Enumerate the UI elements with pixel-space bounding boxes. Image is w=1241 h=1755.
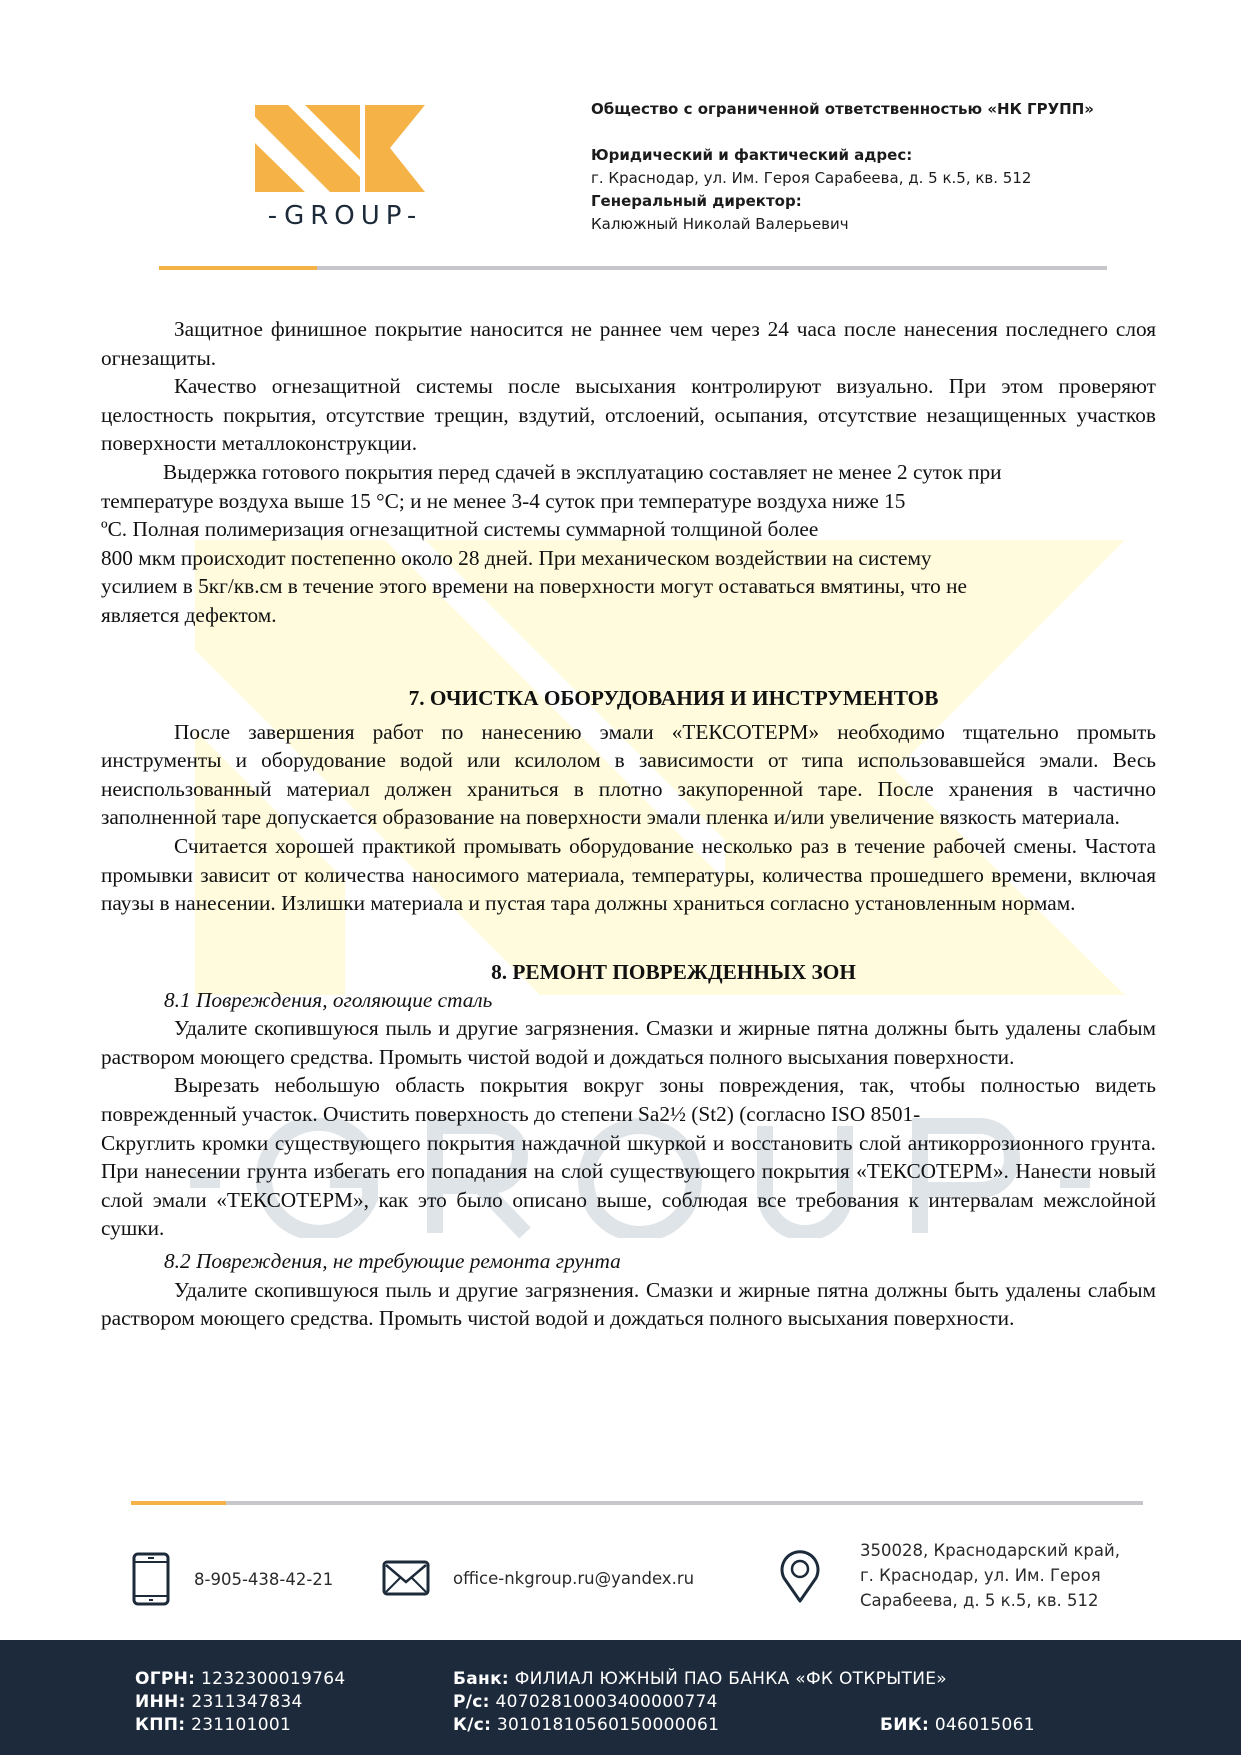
section-8-heading: 8. РЕМОНТ ПОВРЕЖДЕННЫХ ЗОН	[491, 959, 856, 984]
text-line: является дефектом.	[101, 602, 277, 627]
inn-label: ИНН:	[135, 1692, 186, 1712]
requisites-band	[0, 1640, 1241, 1755]
footer-contacts	[0, 1538, 1241, 1628]
address-value: г. Краснодар, ул. Им. Героя Сарабеева, д. 5 к.5, кв. 512	[591, 169, 1032, 187]
subsection-8-1-heading: 8.1 Повреждения, оголяющие сталь	[164, 987, 493, 1012]
text-line: температуре воздуха выше 15 °С; и не менее 3-4 суток при температуре воздуха ниже 15	[101, 488, 906, 513]
text-line: ºС. Полная полимеризация огнезащитной системы суммарной толщиной более	[101, 517, 819, 542]
document-body	[101, 315, 1156, 1333]
inn-value: 2311347834	[191, 1692, 303, 1712]
section-7-heading: 7. ОЧИСТКА ОБОРУДОВАНИЯ И ИНСТРУМЕНТОВ	[408, 685, 939, 710]
ogrn-value: 1232300019764	[201, 1669, 346, 1689]
paragraph: После завершения работ по нанесению эмали «ТЕКСОТЕРМ» необходимо тщательно промыть инструменты и оборудование водой или ксилолом в зависимости от типа использовавшейся эмали. Весь неиспользованный материал должен храниться в плотно закупоренной таре. После хранения в частично заполненной таре допускается образование на поверхности эмали пленка и/или увеличение вязкость материала.	[101, 719, 1156, 830]
paragraph: Скруглить кромки существующего покрытия наждачной шкуркой и восстановить слой антикоррозионного грунта. При нанесении грунта избегать его попадания на слой существующего покрытия «ТЕКСОТЕРМ». Нанести новый слой эмали «ТЕКСОТЕРМ», как это было описано выше, соблюдая все требования к интервалам межслойной сушки.	[101, 1130, 1156, 1241]
nk-logo-icon	[250, 100, 440, 192]
ogrn-label: ОГРН:	[135, 1669, 196, 1689]
address-line: Сарабеева, д. 5 к.5, кв. 512	[860, 1591, 1099, 1610]
email-contact	[382, 1560, 694, 1596]
text-line: 800 мкм происходит постепенно около 28 дней. При механическом воздействии на систему	[101, 545, 932, 570]
header-divider	[159, 266, 1107, 270]
company-logo	[250, 100, 440, 240]
address-line: г. Краснодар, ул. Им. Героя	[860, 1566, 1101, 1585]
footer-divider	[131, 1501, 1143, 1505]
bik-label: БИК:	[880, 1715, 930, 1735]
address-line: 350028, Краснодарский край,	[860, 1541, 1120, 1560]
address-contact	[778, 1538, 1120, 1613]
bank-label: Банк:	[453, 1669, 510, 1689]
paragraph: Считается хорошей практикой промывать оборудование несколько раз в течение рабочей смены. Частота промывки зависит от количества наносимого материала, температуры, количества прошедшего времени, включая паузы в нанесении. Излишки материала и пустая тара должны храниться согласно установленным нормам.	[101, 833, 1156, 916]
company-info	[591, 98, 1094, 236]
paragraph: Удалите скопившуюся пыль и другие загрязнения. Смазки и жирные пятна должны быть удалены слабым раствором моющего средства. Промыть чистой водой и дождаться полного высыхания поверхности.	[101, 1277, 1156, 1331]
paragraph: Вырезать небольшую область покрытия вокруг зоны повреждения, так, чтобы полностью видеть поврежденный участок. Очистить поверхность до степени Sa2½ (St2) (согласно ISO 8501-	[101, 1073, 1156, 1127]
bank-details	[453, 1668, 947, 1737]
email-address[interactable]: office-nkgroup.ru@yandex.ru	[453, 1568, 695, 1588]
ks-value: 30101810560150000061	[496, 1715, 720, 1735]
subsection-8-2-heading: 8.2 Повреждения, не требующие ремонта грунта	[164, 1249, 621, 1274]
text-line: усилием в 5кг/кв.см в течение этого времени на поверхности могут оставаться вмятины, что не	[101, 574, 967, 599]
footer-address	[860, 1538, 1120, 1613]
company-name: Общество с ограниченной ответственностью «НК ГРУПП»	[591, 100, 1094, 118]
paragraph: Удалите скопившуюся пыль и другие загрязнения. Смазки и жирные пятна должны быть удалены слабым раствором моющего средства. Промыть чистой водой и дождаться полного высыхания поверхности.	[101, 1016, 1156, 1069]
phone-contact	[131, 1552, 333, 1606]
bank-value: ФИЛИАЛ ЮЖНЫЙ ПАО БАНКА «ФК ОТКРЫТИЕ»	[514, 1669, 947, 1689]
kpp-value: 231101001	[191, 1715, 292, 1735]
watermark-text	[1180, 1118, 1181, 1119]
text-line: Выдержка готового покрытия перед сдачей в эксплуатацию составляет не менее 2 суток при	[163, 459, 1002, 484]
ks-label: К/с:	[453, 1715, 492, 1735]
address-label: Юридический и фактический адрес:	[591, 146, 913, 164]
director-value: Калюжный Николай Валерьевич	[591, 215, 849, 233]
company-codes	[135, 1668, 346, 1737]
phone-icon	[131, 1552, 171, 1606]
rs-value: 40702810003400000774	[495, 1692, 718, 1712]
envelope-icon	[382, 1560, 430, 1596]
bik-value: 046015061	[934, 1715, 1035, 1735]
location-pin-icon	[778, 1548, 822, 1604]
paragraph: Защитное финишное покрытие наносится не раннее чем через 24 часа после нанесения последнего слоя огнезащиты.	[101, 317, 1156, 370]
bik-details	[880, 1714, 1035, 1737]
paragraph-curing	[101, 458, 1156, 630]
kpp-label: КПП:	[135, 1715, 186, 1735]
rs-label: Р/с:	[453, 1692, 490, 1712]
logo-brand-text: -GROUP-	[267, 201, 423, 231]
phone-number[interactable]: 8-905-438-42-21	[194, 1569, 334, 1589]
paragraph: Качество огнезащитной системы после высыхания контролируют визуально. При этом проверяют целостность покрытия, отсутствие трещин, вздутий, отслоений, осыпания, отсутствие незащищенных участков поверхности металлоконструкции.	[101, 374, 1156, 456]
director-label: Генеральный директор:	[591, 192, 802, 210]
